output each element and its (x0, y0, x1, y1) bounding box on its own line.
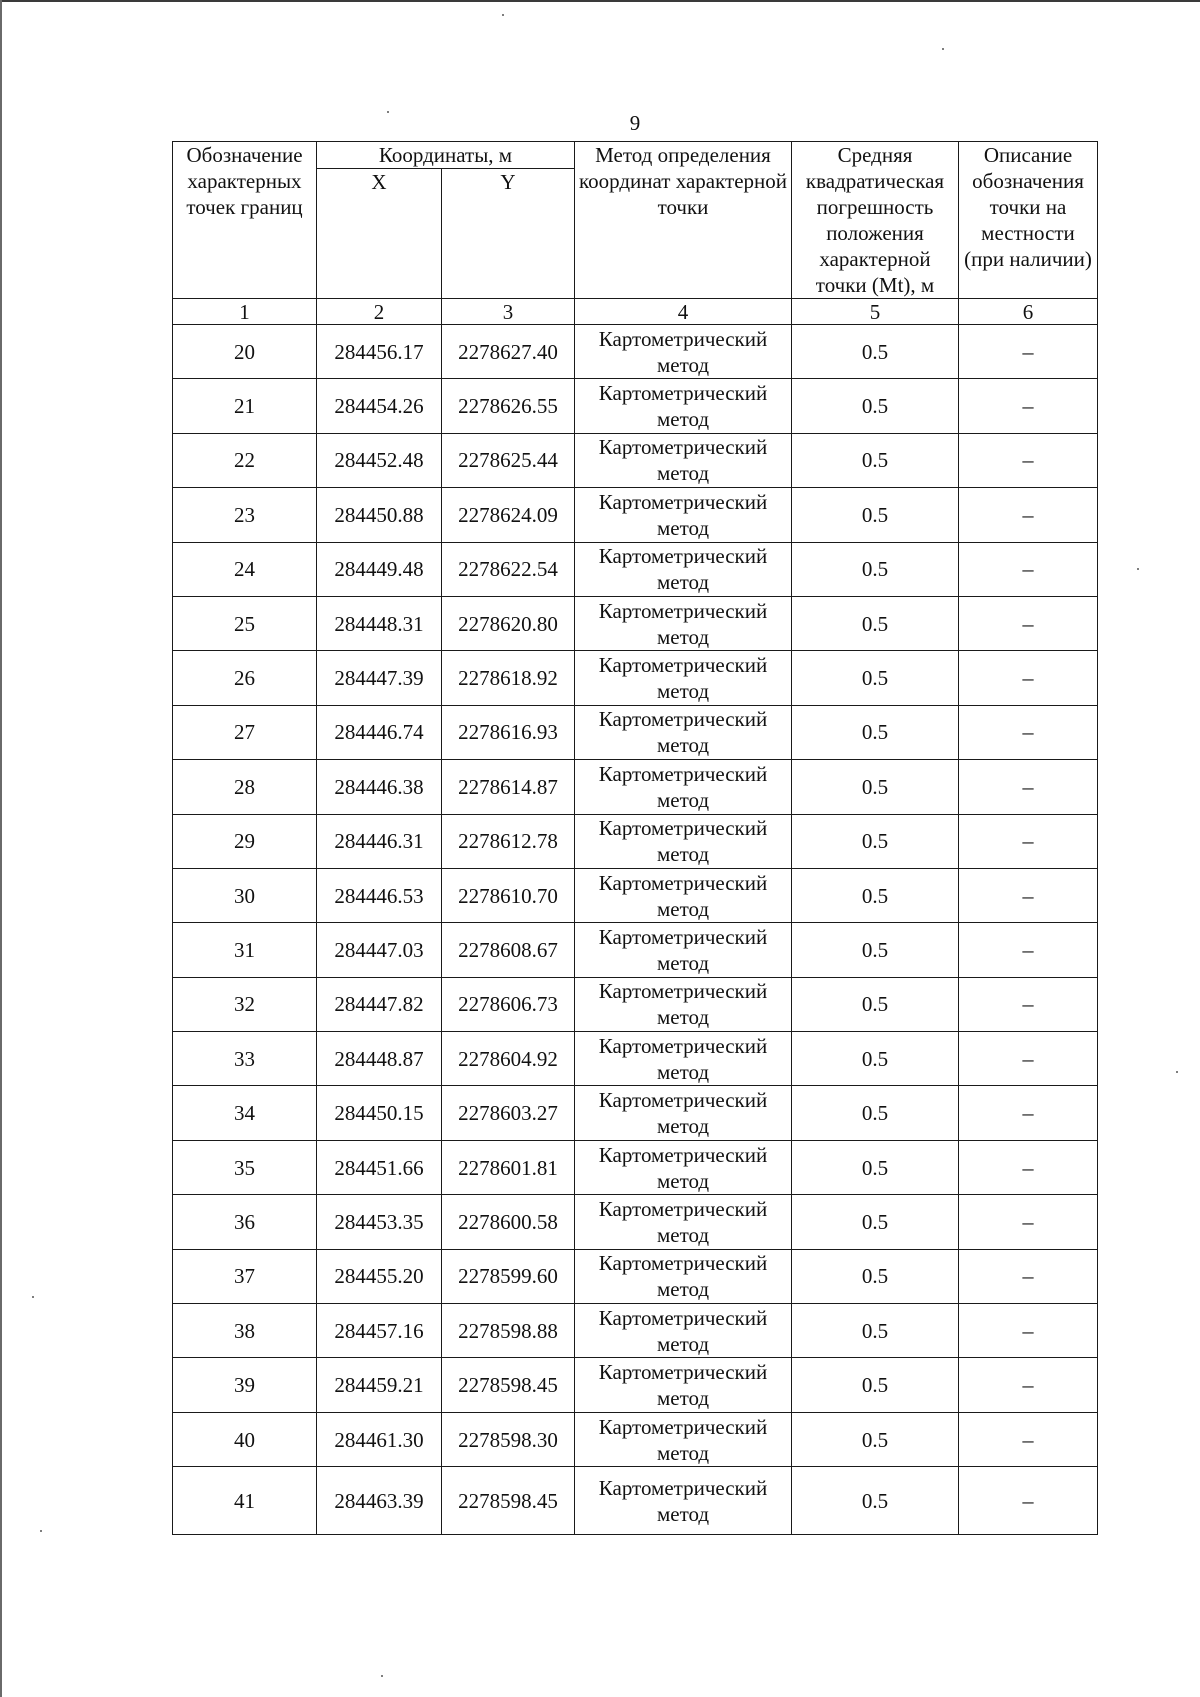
y-coordinate-cell: 2278600.58 (442, 1195, 575, 1249)
table-row (173, 1140, 1098, 1194)
point-cell: 38 (173, 1304, 317, 1358)
table-row (173, 1032, 1098, 1086)
point-cell: 29 (173, 814, 317, 868)
error-cell: 0.5 (792, 325, 959, 379)
error-cell: 0.5 (792, 1195, 959, 1249)
y-coordinate-cell: 2278598.45 (442, 1358, 575, 1412)
scan-speck (381, 1675, 383, 1677)
description-cell: – (959, 760, 1098, 814)
point-cell: 26 (173, 651, 317, 705)
column-number: 4 (575, 299, 792, 325)
y-coordinate-cell: 2278601.81 (442, 1140, 575, 1194)
method-cell: Картометрический метод (575, 325, 792, 379)
error-cell: 0.5 (792, 868, 959, 922)
description-cell: – (959, 1140, 1098, 1194)
header-coordinates: Координаты, м (317, 142, 575, 169)
y-coordinate-cell: 2278614.87 (442, 760, 575, 814)
description-cell: – (959, 433, 1098, 487)
method-cell: Картометрический метод (575, 433, 792, 487)
scan-speck (942, 48, 944, 50)
y-coordinate-cell: 2278603.27 (442, 1086, 575, 1140)
description-cell: – (959, 1304, 1098, 1358)
description-cell: – (959, 1358, 1098, 1412)
error-cell: 0.5 (792, 433, 959, 487)
scan-speck (502, 14, 504, 16)
point-cell: 40 (173, 1412, 317, 1466)
coordinates-table (172, 141, 1098, 1535)
table-row (173, 760, 1098, 814)
point-cell: 23 (173, 488, 317, 542)
error-cell: 0.5 (792, 1140, 959, 1194)
table-row (173, 977, 1098, 1031)
method-cell: Картометрический метод (575, 651, 792, 705)
y-coordinate-cell: 2278618.92 (442, 651, 575, 705)
method-cell: Картометрический метод (575, 1140, 792, 1194)
error-cell: 0.5 (792, 488, 959, 542)
y-coordinate-cell: 2278598.30 (442, 1412, 575, 1466)
column-number: 2 (317, 299, 442, 325)
method-cell: Картометрический метод (575, 488, 792, 542)
method-cell: Картометрический метод (575, 1304, 792, 1358)
description-cell: – (959, 325, 1098, 379)
y-coordinate-cell: 2278624.09 (442, 488, 575, 542)
error-cell: 0.5 (792, 814, 959, 868)
y-coordinate-cell: 2278599.60 (442, 1249, 575, 1303)
point-cell: 39 (173, 1358, 317, 1412)
error-cell: 0.5 (792, 1304, 959, 1358)
x-coordinate-cell: 284446.31 (317, 814, 442, 868)
y-coordinate-cell: 2278598.88 (442, 1304, 575, 1358)
table-body (173, 325, 1098, 1535)
y-coordinate-cell: 2278608.67 (442, 923, 575, 977)
y-coordinate-cell: 2278612.78 (442, 814, 575, 868)
point-cell: 36 (173, 1195, 317, 1249)
x-coordinate-cell: 284452.48 (317, 433, 442, 487)
error-cell: 0.5 (792, 1086, 959, 1140)
x-coordinate-cell: 284450.15 (317, 1086, 442, 1140)
method-cell: Картометрический метод (575, 379, 792, 433)
x-coordinate-cell: 284446.53 (317, 868, 442, 922)
point-cell: 31 (173, 923, 317, 977)
table-row (173, 1467, 1098, 1535)
x-coordinate-cell: 284453.35 (317, 1195, 442, 1249)
description-cell: – (959, 977, 1098, 1031)
description-cell: – (959, 1467, 1098, 1535)
x-coordinate-cell: 284447.03 (317, 923, 442, 977)
y-coordinate-cell: 2278606.73 (442, 977, 575, 1031)
description-cell: – (959, 1086, 1098, 1140)
y-coordinate-cell: 2278604.92 (442, 1032, 575, 1086)
column-number: 6 (959, 299, 1098, 325)
method-cell: Картометрический метод (575, 814, 792, 868)
header-description: Описание обозначения точки на местности (при наличии) (959, 142, 1098, 299)
column-number: 5 (792, 299, 959, 325)
method-cell: Картометрический метод (575, 1249, 792, 1303)
description-cell: – (959, 1195, 1098, 1249)
x-coordinate-cell: 284448.87 (317, 1032, 442, 1086)
method-cell: Картометрический метод (575, 760, 792, 814)
table-row (173, 542, 1098, 596)
header-row-top (173, 142, 1098, 169)
x-coordinate-cell: 284457.16 (317, 1304, 442, 1358)
page-number: 9 (629, 111, 641, 135)
table-row (173, 433, 1098, 487)
y-coordinate-cell: 2278622.54 (442, 542, 575, 596)
error-cell: 0.5 (792, 1412, 959, 1466)
error-cell: 0.5 (792, 651, 959, 705)
header-designation: Обозначение характерных точек границ (173, 142, 317, 299)
method-cell: Картометрический метод (575, 1467, 792, 1535)
description-cell: – (959, 651, 1098, 705)
scan-border-top (0, 0, 1200, 2)
table-row (173, 325, 1098, 379)
error-cell: 0.5 (792, 705, 959, 759)
x-coordinate-cell: 284449.48 (317, 542, 442, 596)
method-cell: Картометрический метод (575, 977, 792, 1031)
table-row (173, 1195, 1098, 1249)
table-row (173, 705, 1098, 759)
description-cell: – (959, 1249, 1098, 1303)
header-method: Метод определения координат характерной точки (575, 142, 792, 299)
description-cell: – (959, 1412, 1098, 1466)
scan-speck (1176, 1071, 1178, 1073)
method-cell: Картометрический метод (575, 1195, 792, 1249)
x-coordinate-cell: 284446.74 (317, 705, 442, 759)
y-coordinate-cell: 2278598.45 (442, 1467, 575, 1535)
table-row (173, 814, 1098, 868)
description-cell: – (959, 542, 1098, 596)
scan-speck (40, 1530, 42, 1532)
description-cell: – (959, 488, 1098, 542)
point-cell: 37 (173, 1249, 317, 1303)
x-coordinate-cell: 284461.30 (317, 1412, 442, 1466)
x-coordinate-cell: 284454.26 (317, 379, 442, 433)
description-cell: – (959, 868, 1098, 922)
x-coordinate-cell: 284463.39 (317, 1467, 442, 1535)
error-cell: 0.5 (792, 977, 959, 1031)
point-cell: 21 (173, 379, 317, 433)
error-cell: 0.5 (792, 1467, 959, 1535)
point-cell: 32 (173, 977, 317, 1031)
table-row (173, 868, 1098, 922)
error-cell: 0.5 (792, 1358, 959, 1412)
header-x: X (317, 169, 442, 299)
point-cell: 28 (173, 760, 317, 814)
description-cell: – (959, 705, 1098, 759)
x-coordinate-cell: 284448.31 (317, 596, 442, 650)
point-cell: 35 (173, 1140, 317, 1194)
method-cell: Картометрический метод (575, 596, 792, 650)
error-cell: 0.5 (792, 923, 959, 977)
method-cell: Картометрический метод (575, 1412, 792, 1466)
point-cell: 33 (173, 1032, 317, 1086)
description-cell: – (959, 814, 1098, 868)
x-coordinate-cell: 284455.20 (317, 1249, 442, 1303)
y-coordinate-cell: 2278626.55 (442, 379, 575, 433)
y-coordinate-cell: 2278616.93 (442, 705, 575, 759)
point-cell: 22 (173, 433, 317, 487)
scan-speck (32, 1296, 34, 1298)
column-number: 3 (442, 299, 575, 325)
method-cell: Картометрический метод (575, 542, 792, 596)
point-cell: 41 (173, 1467, 317, 1535)
x-coordinate-cell: 284447.82 (317, 977, 442, 1031)
header-error: Средняя квадратическая погрешность положения характерной точки (Mt), м (792, 142, 959, 299)
error-cell: 0.5 (792, 596, 959, 650)
table-row (173, 1358, 1098, 1412)
point-cell: 25 (173, 596, 317, 650)
table-row (173, 651, 1098, 705)
table-row (173, 1086, 1098, 1140)
column-number-row (173, 299, 1098, 325)
point-cell: 20 (173, 325, 317, 379)
method-cell: Картометрический метод (575, 705, 792, 759)
error-cell: 0.5 (792, 379, 959, 433)
method-cell: Картометрический метод (575, 1086, 792, 1140)
description-cell: – (959, 1032, 1098, 1086)
method-cell: Картометрический метод (575, 1032, 792, 1086)
y-coordinate-cell: 2278627.40 (442, 325, 575, 379)
x-coordinate-cell: 284446.38 (317, 760, 442, 814)
table-row (173, 1412, 1098, 1466)
table-row (173, 1304, 1098, 1358)
y-coordinate-cell: 2278610.70 (442, 868, 575, 922)
error-cell: 0.5 (792, 542, 959, 596)
table-row (173, 1249, 1098, 1303)
x-coordinate-cell: 284447.39 (317, 651, 442, 705)
x-coordinate-cell: 284451.66 (317, 1140, 442, 1194)
point-cell: 30 (173, 868, 317, 922)
description-cell: – (959, 596, 1098, 650)
x-coordinate-cell: 284456.17 (317, 325, 442, 379)
scan-speck (1137, 568, 1139, 570)
error-cell: 0.5 (792, 1032, 959, 1086)
scan-border-left (0, 0, 2, 1697)
header-y: Y (442, 169, 575, 299)
point-cell: 34 (173, 1086, 317, 1140)
x-coordinate-cell: 284459.21 (317, 1358, 442, 1412)
table-row (173, 923, 1098, 977)
point-cell: 24 (173, 542, 317, 596)
y-coordinate-cell: 2278620.80 (442, 596, 575, 650)
table-row (173, 596, 1098, 650)
x-coordinate-cell: 284450.88 (317, 488, 442, 542)
method-cell: Картометрический метод (575, 923, 792, 977)
method-cell: Картометрический метод (575, 1358, 792, 1412)
table-row (173, 379, 1098, 433)
method-cell: Картометрический метод (575, 868, 792, 922)
point-cell: 27 (173, 705, 317, 759)
error-cell: 0.5 (792, 760, 959, 814)
description-cell: – (959, 379, 1098, 433)
y-coordinate-cell: 2278625.44 (442, 433, 575, 487)
error-cell: 0.5 (792, 1249, 959, 1303)
description-cell: – (959, 923, 1098, 977)
table-row (173, 488, 1098, 542)
column-number: 1 (173, 299, 317, 325)
